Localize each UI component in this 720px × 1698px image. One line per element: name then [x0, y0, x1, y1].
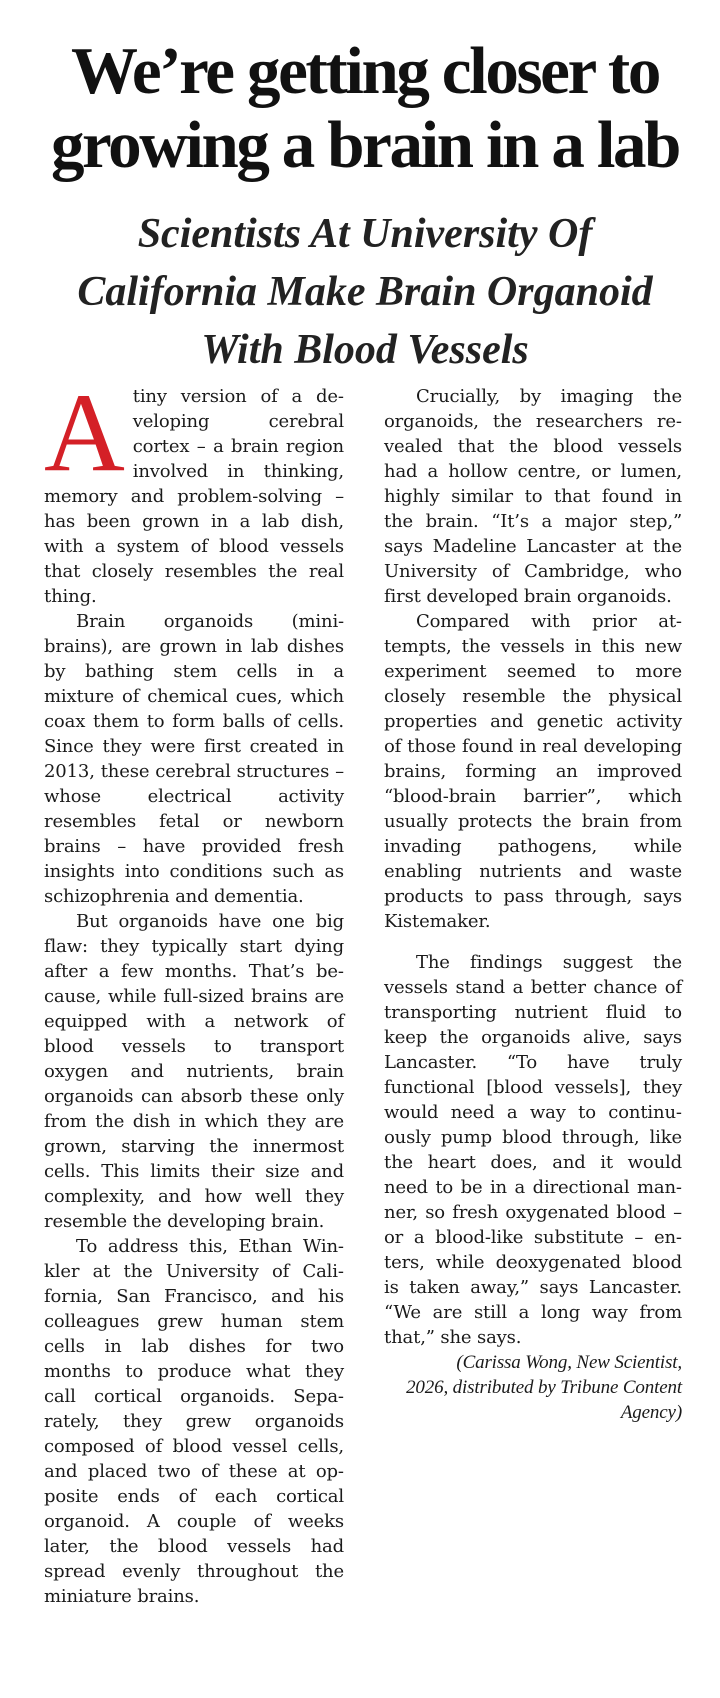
- article-paragraph-3: But organoids have one big flaw: they typically start dying after a few months. That’s because, while full-sized brains are equipped with a network of blood vessels to transport oxygen and nutrients, brain organoids can absorb these only from the dish in which they are grown, starving the innermost cells. This limits their size and complexity, and how well they resemble the developing brain.: [44, 911, 344, 1232]
- article-paragraph-7: The findings suggest the vessels stand a better chance of transporting nutrient fluid to keep the organoids alive, says Lancaster. “To have truly functional [blood vessels], they would need a way to continuously pump blood through, like the heart does, and it would need to be in a directional manner, so fresh oxygenated blood – or a blood-like substitute – enters, while deoxygenated blood is taken away,” says Lancaster. “We are still a long way from that,” she says.: [384, 952, 682, 1348]
- article-paragraph-5: Crucially, by imaging the organoids, the researchers revealed that the blood vessels had a hollow centre, or lumen, highly similar to that found in the brain. “It’s a major step,” says Madeline Lancaster at the University of Cambridge, who first developed brain organoids.: [384, 386, 682, 607]
- article-paragraph-6: Compared with prior attempts, the vessels in this new experiment seemed to more closely resemble the physical properties and genetic activity of those found in real developing brains, forming an improved “blood-brain barrier”, which usually protects the brain from invading pathogens, while enabling nutrients and waste products to pass through, says Kistemaker.: [384, 611, 682, 932]
- article-paragraph-4: To address this, Ethan Winkler at the University of California, San Francisco, and his colleagues grew human stem cells in lab dishes for two months to produce what they call cortical organoids. Separately, they grew organoids composed of blood vessel cells, and placed two of these at opposite ends of each cortical organoid. A couple of weeks later, the blood vessels had spread evenly throughout the miniature brains.: [44, 1236, 344, 1607]
- headline: We’re getting closer to growing a brain in a lab: [50, 34, 680, 182]
- drop-cap: A: [44, 371, 125, 495]
- article-paragraph-2: Brain organoids (mini-brains), are grown in lab dishes by bathing stem cells in a mixture of chemical cues, which coax them to form balls of cells. Since they were first created in 2013, these cerebral structures – whose electrical activity resembles fetal or newborn brains – have provided fresh insights into conditions such as schizophrenia and dementia.: [44, 611, 344, 907]
- article-column-left: [44, 371, 344, 1609]
- article-column-right: [384, 384, 682, 1425]
- article-credit: (Carissa Wong, New Scientist, 2026, distributed by Tribune Content Agency): [406, 1352, 682, 1423]
- lead-paragraph: [44, 371, 344, 609]
- lead-text: tiny version of a developing cerebral cortex – a brain region involved in thinking, memory and problem-solving – has been grown in a lab dish, with a system of blood vessels that closely resembles the real thing.: [44, 386, 344, 607]
- subheadline: Scientists At University Of California Make Brain Organoid With Blood Vessels: [77, 211, 653, 373]
